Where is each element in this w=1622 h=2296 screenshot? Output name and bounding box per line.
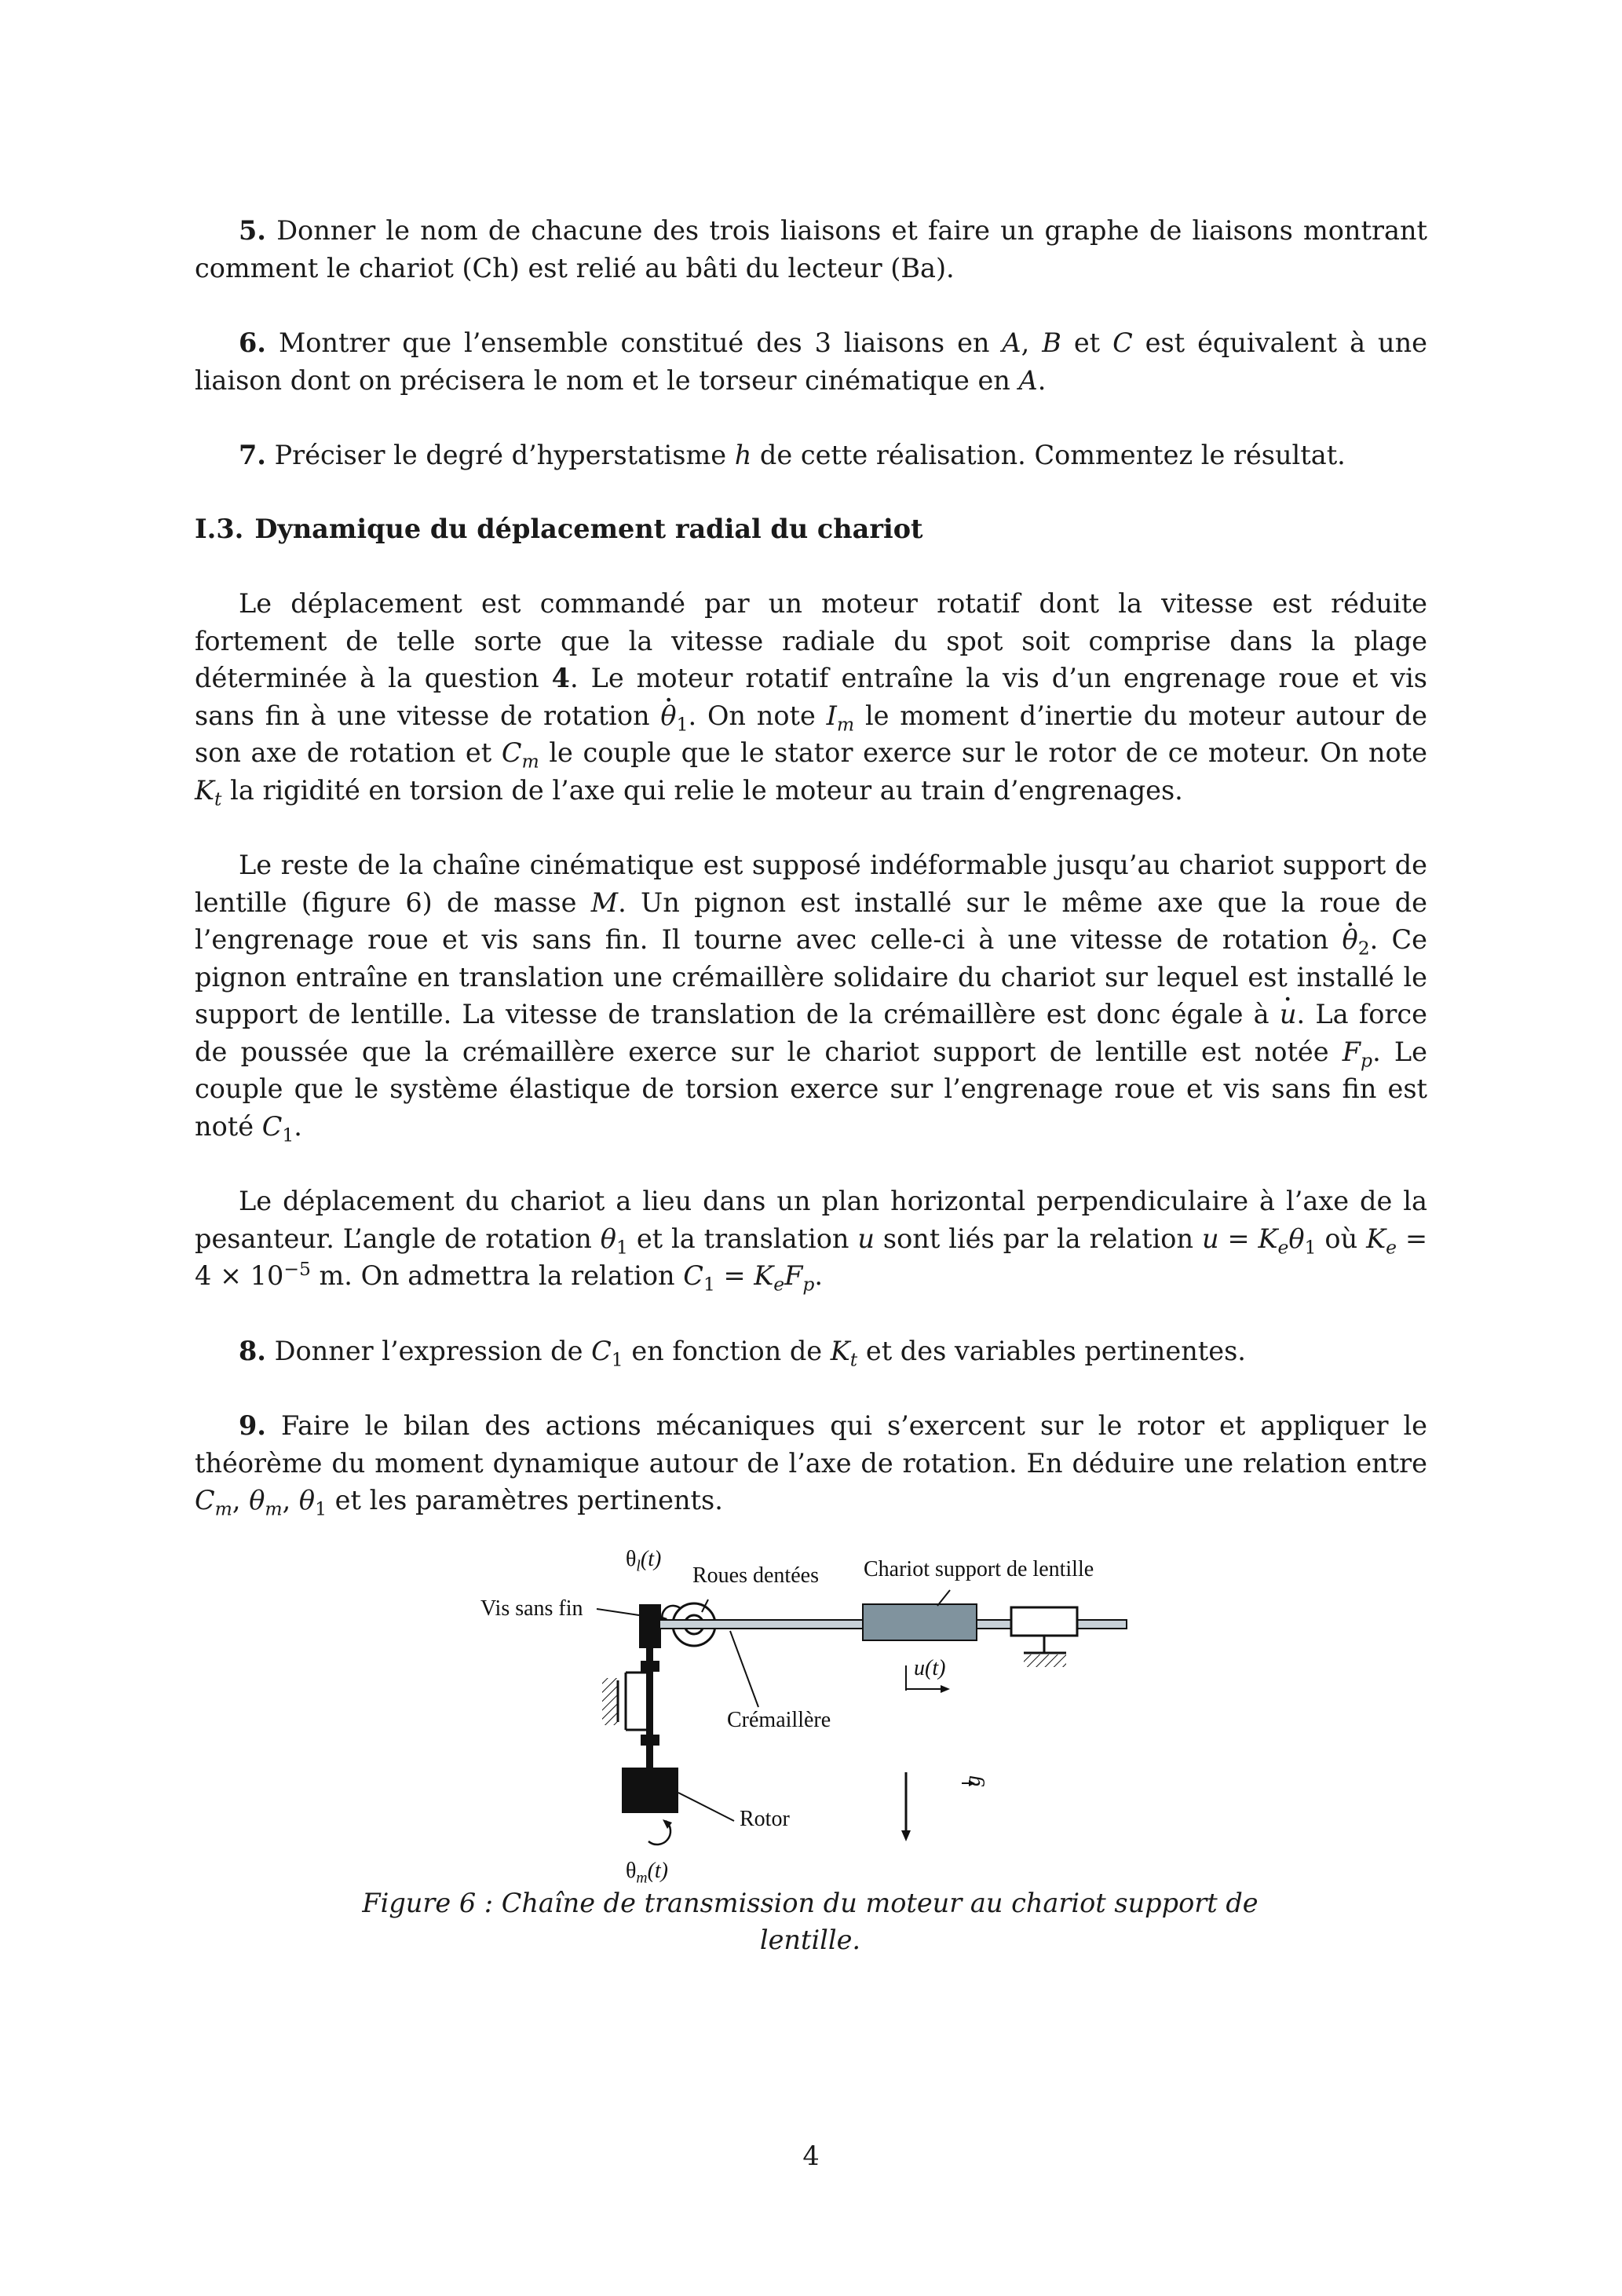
math-var: C	[1112, 327, 1133, 358]
text: le moment d’inertie du moteur autour de son axe de rotation et	[195, 700, 1427, 768]
math-sub: m	[521, 750, 539, 773]
collar	[641, 1735, 659, 1746]
text: . La force de poussée que la crémaillère exerce sur le chariot support de lentille est notée	[195, 999, 1427, 1067]
paragraph-2	[195, 846, 1427, 1145]
question-text: .	[1037, 364, 1047, 396]
ground-hatch	[1024, 1654, 1066, 1667]
figure-6-diagram	[480, 1512, 1156, 1904]
roues-label: Roues dentées	[692, 1563, 819, 1588]
equation: u = K	[1201, 1223, 1278, 1254]
math-var: h	[734, 440, 752, 470]
text: . Le couple que le système élastique de torsion exerce sur l’engrenage roue et vis sans fin est noté	[195, 1036, 1427, 1142]
question-text: et	[334, 1485, 361, 1515]
ground-hatch	[602, 1678, 618, 1725]
question-number: 6.	[239, 327, 266, 358]
math-var: B	[1042, 327, 1061, 358]
question-9: 9. Faire le bilan des actions mécaniques qui s’exercent sur le rotor et appliquer le théorème du moment dynamique autour de l’axe de rotation. En déduire une relation entre $C_m$, $\theta_m$, $\theta_1$ et les paramètres pertinents.	[195, 1410, 1427, 1520]
text: Le déplacement du chariot a lieu dans un plan horizontal perpendiculaire à l’axe de la pesanteur. L’angle de rotation	[195, 1186, 1427, 1254]
text: . Ce pignon entraîne en translation une crémaillère solidaire du chariot sur lequel est installé le support de lentille. La vitesse de translation de la crémaillère est donc égale à	[195, 924, 1427, 1029]
math-sub: 1	[676, 713, 689, 736]
figure-caption: Figure 6 : Chaîne de transmission du moteur au chariot support de lentille.	[362, 1888, 1259, 1955]
math-sub: t	[849, 1348, 858, 1371]
theta-m-label: $\theta_m(t)$	[626, 1859, 669, 1887]
math-sub: e	[1277, 1236, 1289, 1259]
question-6: 6. Montrer que l’ensemble constitué des 3 liaisons en A, B et C est équivalent à une liaison dont on précisera le nom et le torseur cinématique en A.	[195, 327, 1427, 396]
arrowhead-icon	[901, 1830, 911, 1841]
paragraph-3	[195, 1183, 1427, 1295]
text: Le déplacement est commandé par un moteur rotatif dont la vitesse est réduite fortement de telle sorte que la vitesse radiale du spot soit comprise dans la plage déterminée à la question	[195, 588, 1427, 693]
math-var: · θ	[660, 697, 676, 735]
question-text: et	[1073, 327, 1101, 358]
rotor-block	[622, 1768, 678, 1813]
text: . Un pignon est installé sur le même axe que la roue de l’engrenage roue et vis sans fin. Il tourne avec celle-ci à une vitesse de rotation	[195, 887, 1427, 955]
question-text: Préciser le degré d’hyperstatisme	[274, 440, 727, 470]
math-sub: 1	[703, 1273, 715, 1296]
math-var: M	[590, 887, 619, 918]
math-var: · u	[1280, 996, 1297, 1033]
text: m. On admettra la relation	[319, 1260, 675, 1291]
text: la rigidité en torsion de l’axe qui relie le moteur au train d’engrenages.	[230, 774, 1183, 806]
question-5	[195, 212, 1427, 287]
section-number: I.3.	[195, 513, 244, 544]
page-body	[195, 212, 1427, 1519]
worm-screw	[639, 1604, 661, 1648]
question-number: 5.	[239, 215, 266, 246]
slider	[1011, 1607, 1077, 1636]
math-var: F	[784, 1260, 803, 1291]
math-sub: e	[773, 1273, 785, 1296]
question-text: les paramètres pertinents.	[369, 1485, 723, 1515]
math-var: A	[1018, 364, 1038, 396]
paragraph-1	[195, 585, 1427, 809]
math-sub: p	[802, 1273, 815, 1296]
math-sup: −5	[283, 1257, 311, 1280]
g-label: g	[961, 1775, 985, 1786]
math-var: · θ	[1343, 921, 1358, 959]
math-var: K	[195, 774, 215, 806]
math-var: C	[261, 1110, 283, 1142]
question-text: de cette réalisation. Commentez le résultat.	[759, 440, 1346, 470]
carriage	[863, 1604, 977, 1640]
math-sub: 1	[1304, 1236, 1317, 1259]
math-var: u	[857, 1223, 875, 1254]
math-var: θ	[1288, 1223, 1305, 1254]
math-var: C	[591, 1335, 612, 1366]
math-var: C	[195, 1485, 215, 1515]
section-heading	[195, 510, 1427, 548]
math-sub: p	[1361, 1049, 1373, 1072]
math-var: K	[1366, 1223, 1386, 1254]
math-sub: 1	[282, 1124, 294, 1146]
ut-label: u(t)	[914, 1656, 946, 1680]
text: . Le moteur rotatif entraîne la vis d’un engrenage roue et vis sans fin à une vitesse de rotation	[195, 663, 1427, 731]
text: = 4 × 10	[195, 1223, 1428, 1291]
text: le couple que le stator exerce sur le rotor de ce moteur. On note	[549, 737, 1427, 768]
math-var: F	[1342, 1036, 1361, 1067]
question-text: en fonction de	[631, 1335, 823, 1366]
math-sub: 1	[616, 1236, 628, 1259]
text: .	[294, 1110, 302, 1142]
chariot-label: Chariot support de lentille	[864, 1557, 1094, 1581]
rotor-label: Rotor	[740, 1807, 790, 1831]
text: . On note	[688, 700, 816, 731]
math-sub: m	[265, 1497, 283, 1520]
question-number: 8.	[239, 1335, 266, 1366]
math-var: θ	[298, 1485, 316, 1515]
question-number: 9.	[239, 1410, 266, 1441]
vis-label: Vis sans fin	[480, 1596, 583, 1621]
section-title: Dynamique du déplacement radial du chariot	[254, 513, 923, 544]
arrowhead-icon	[941, 1685, 950, 1693]
math-sub: t	[214, 788, 222, 810]
question-text: est équivalent à une liaison dont on précisera le nom et le torseur cinématique en	[195, 327, 1427, 396]
question-text: et des variables pertinentes.	[865, 1335, 1246, 1366]
text: Le reste de la chaîne cinématique est supposé indéformable jusqu’au chariot support de lentille (figure 6) de masse	[195, 850, 1427, 918]
question-text: Faire le bilan des actions mécaniques qui s’exercent sur le rotor et appliquer le théorème du moment dynamique autour de l’axe de rotation. En déduire une relation entre	[195, 1410, 1427, 1479]
question-8	[195, 1333, 1427, 1370]
question-ref: 4	[551, 663, 570, 693]
math-sub: 1	[611, 1348, 623, 1371]
math-var: I	[826, 700, 837, 731]
math-var: A	[1002, 327, 1021, 358]
text: où	[1324, 1223, 1358, 1254]
text: et la translation	[636, 1223, 849, 1254]
math-var: K	[830, 1335, 850, 1366]
math-var: C	[683, 1260, 703, 1291]
question-text: Donner le nom de chacune des trois liaisons et faire un graphe de liaisons montrant comment le chariot (Ch) est relié au bâti du lecteur (Ba).	[195, 215, 1427, 283]
question-text: Montrer que l’ensemble constitué des 3 liaisons en	[278, 327, 990, 358]
question-7	[195, 437, 1427, 474]
theta-l-label: $\theta_l(t)$	[626, 1547, 662, 1575]
math-sub: m	[214, 1497, 232, 1520]
math-sub: e	[1386, 1236, 1397, 1259]
collar	[641, 1661, 659, 1672]
math-var: θ	[249, 1485, 265, 1515]
page-number: 4	[802, 2141, 820, 2171]
math-sub: 1	[315, 1497, 327, 1520]
text: sont liés par la relation	[882, 1223, 1194, 1254]
math-sub: m	[836, 713, 855, 736]
cremaillere-label: Crémaillère	[727, 1708, 831, 1732]
math-var: θ	[600, 1223, 616, 1254]
math-sub: 2	[1357, 937, 1370, 960]
question-text: Donner l’expression de	[274, 1335, 583, 1366]
math-var: C	[501, 737, 522, 768]
question-number: 7.	[239, 440, 266, 470]
text: .	[814, 1260, 824, 1291]
equation: = K	[723, 1260, 774, 1291]
